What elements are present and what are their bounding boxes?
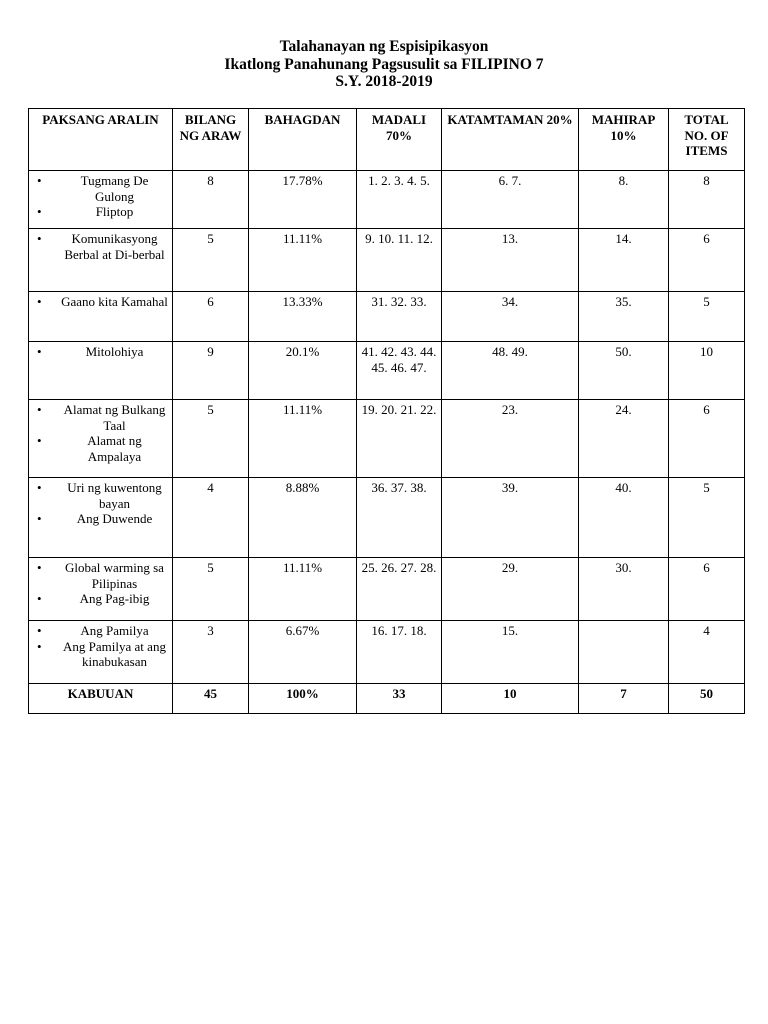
days-cell: 5 [173,229,249,292]
difficult-cell: 40. [579,478,669,558]
topic-list [33,344,168,360]
table-row [29,478,745,558]
topic-cell [29,400,173,478]
average-cell: 34. [442,292,579,342]
header-days: BILANG NG ARAW [173,109,249,171]
total-cell: 6 [669,229,745,292]
topic-list [33,231,168,262]
totals-days: 45 [173,684,249,714]
topic-cell [29,292,173,342]
days-cell: 9 [173,342,249,400]
total-cell: 6 [669,400,745,478]
average-cell: 6. 7. [442,171,579,229]
percent-cell: 11.11% [249,229,357,292]
table-row [29,229,745,292]
topic-item: • Alamat ng Bulkang Taal [61,402,168,433]
topic-item: • Ang Duwende [61,511,168,527]
difficult-cell: 35. [579,292,669,342]
table-row [29,621,745,684]
total-cell: 10 [669,342,745,400]
topic-list [33,560,168,607]
average-cell: 29. [442,558,579,621]
average-cell: 48. 49. [442,342,579,400]
topic-list [33,623,168,670]
total-cell: 8 [669,171,745,229]
topic-item: • Alamat ng Ampalaya [61,433,168,464]
topic-item: • Ang Pag-ibig [61,591,168,607]
average-cell: 13. [442,229,579,292]
totals-percent: 100% [249,684,357,714]
header-difficult: MAHIRAP 10% [579,109,669,171]
easy-cell: 9. 10. 11. 12. [357,229,442,292]
school-year: S.Y. 2018-2019 [335,73,433,90]
difficult-cell [579,621,669,684]
specification-table [28,108,745,714]
total-cell: 6 [669,558,745,621]
days-cell: 5 [173,400,249,478]
topic-cell [29,558,173,621]
percent-cell: 6.67% [249,621,357,684]
easy-cell: 1. 2. 3. 4. 5. [357,171,442,229]
difficult-cell: 50. [579,342,669,400]
totals-average: 10 [442,684,579,714]
topic-cell [29,229,173,292]
header-topic: PAKSANG ARALIN [29,109,173,171]
topic-item: • Uri ng kuwentong bayan [61,480,168,511]
days-cell: 5 [173,558,249,621]
totals-total-items: 50 [669,684,745,714]
topic-item: • Ang Pamilya at ang kinabukasan [61,639,168,670]
average-cell: 15. [442,621,579,684]
header-row [29,109,745,171]
topic-item: • Global warming sa Pilipinas [61,560,168,591]
document-title: Talahanayan ng Espisipikasyon [279,38,489,55]
easy-cell: 31. 32. 33. [357,292,442,342]
topic-list [33,173,168,220]
easy-cell: 19. 20. 21. 22. [357,400,442,478]
header-easy: MADALI 70% [357,109,442,171]
header-total-items: TOTAL NO. OF ITEMS [669,109,745,171]
table-row [29,171,745,229]
difficult-cell: 8. [579,171,669,229]
percent-cell: 11.11% [249,400,357,478]
days-cell: 3 [173,621,249,684]
percent-cell: 13.33% [249,292,357,342]
document-title-block [0,38,768,91]
difficult-cell: 14. [579,229,669,292]
topic-cell [29,478,173,558]
topic-list [33,480,168,527]
topic-item: • Ang Pamilya [61,623,168,639]
table-row [29,558,745,621]
days-cell: 8 [173,171,249,229]
days-cell: 6 [173,292,249,342]
topic-cell [29,621,173,684]
easy-cell: 16. 17. 18. [357,621,442,684]
difficult-cell: 24. [579,400,669,478]
easy-cell: 36. 37. 38. [357,478,442,558]
totals-label: KABUUAN [29,684,173,714]
total-cell: 5 [669,478,745,558]
topic-list [33,294,168,310]
percent-cell: 11.11% [249,558,357,621]
easy-cell: 25. 26. 27. 28. [357,558,442,621]
totals-easy: 33 [357,684,442,714]
table-row [29,292,745,342]
header-percent: BAHAGDAN [249,109,357,171]
table-row [29,342,745,400]
average-cell: 39. [442,478,579,558]
topic-cell [29,342,173,400]
average-cell: 23. [442,400,579,478]
topic-item: • Komunikasyong Berbal at Di-berbal [61,231,168,262]
topic-item: • Tugmang De Gulong [61,173,168,204]
topic-item: • Gaano kita Kamahal [61,294,168,310]
topic-list [33,402,168,464]
topic-item: • Mitolohiya [61,344,168,360]
topic-item: • Fliptop [61,204,168,220]
percent-cell: 17.78% [249,171,357,229]
totals-difficult: 7 [579,684,669,714]
total-cell: 4 [669,621,745,684]
percent-cell: 20.1% [249,342,357,400]
difficult-cell: 30. [579,558,669,621]
total-cell: 5 [669,292,745,342]
totals-row [29,684,745,714]
document-subtitle: Ikatlong Panahunang Pagsusulit sa FILIPINO 7 [224,55,544,73]
percent-cell: 8.88% [249,478,357,558]
easy-cell: 41. 42. 43. 44. 45. 46. 47. [357,342,442,400]
days-cell: 4 [173,478,249,558]
table-row [29,400,745,478]
topic-cell [29,171,173,229]
header-average: KATAMTAMAN 20% [442,109,579,171]
